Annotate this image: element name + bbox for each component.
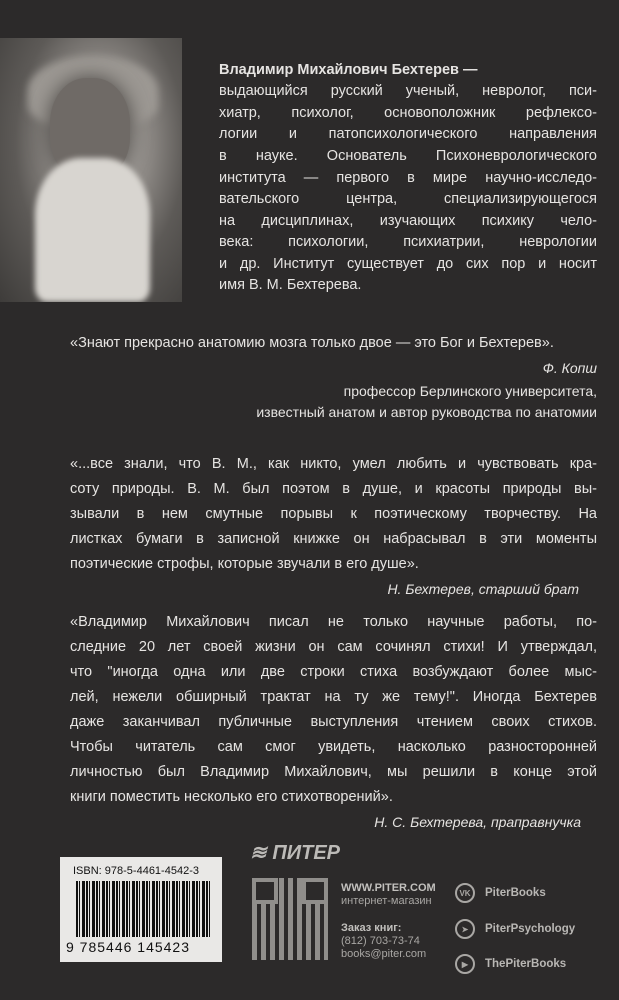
isbn-barcode <box>60 857 222 962</box>
bio-line: хиатр, психолог, основоположник рефлексо- <box>219 105 597 121</box>
quote-line: соту природы. В. М. был поэтом в душе, и красоты природы вы- <box>70 481 597 497</box>
social-label: ThePiterBooks <box>485 958 567 970</box>
bio-line: в науке. Основатель Психоневрологического <box>219 148 597 164</box>
quote-line: даже заканчивал публичные выступления чтением своих стихов. <box>70 714 597 730</box>
bio-line: века: психологии, психиатрии, неврологии <box>219 234 597 250</box>
bio-line: логии и патопсихологического направления <box>219 126 597 142</box>
order-email[interactable]: books@piter.com <box>341 948 427 960</box>
youtube-icon: ▶ <box>455 954 475 974</box>
barcode-number: 9 785446 145423 <box>66 939 190 955</box>
quote-line: что "иногда одна или две строки стиха возбуждают более мыс- <box>70 664 597 680</box>
social-label: PiterPsychology <box>485 923 576 935</box>
quote-line: листках бумаги в записной книжке он набрасывал в эти моменты <box>70 531 597 547</box>
order-info <box>341 922 426 961</box>
telegram-icon: ➤ <box>455 919 475 939</box>
quote-author: Н. Бехтерев, старший брат <box>387 581 579 597</box>
quote-author-desc: профессор Берлинского университета, <box>343 383 597 399</box>
quote-line: лей, нежели обширный трактат на ту же тему!". Иногда Бехтерев <box>70 689 597 705</box>
quote-line: следние 20 лет своей жизни он сам сочинял стихи! И утверждал, <box>70 639 597 655</box>
social-label: PiterBooks <box>485 887 546 899</box>
vk-icon: VK <box>455 883 475 903</box>
quote-line: зывали в нем смутные порывы к поэтическому творчеству. На <box>70 506 597 522</box>
order-label: Заказ книг: <box>341 922 402 934</box>
author-portrait <box>0 38 182 302</box>
social-youtube[interactable] <box>455 954 566 974</box>
publisher-logo <box>250 840 340 865</box>
quote-line: «...все знали, что В. М., как никто, умел любить и чувствовать кра- <box>70 456 597 472</box>
bio-line: выдающийся русский ученый, невролог, пси- <box>219 83 597 99</box>
quote-line: личностью был Владимир Михайлович, мы решили в конце этой <box>70 764 597 780</box>
website-info <box>341 882 436 908</box>
order-phone: (812) 703-73-74 <box>341 935 420 947</box>
website-link[interactable]: WWW.PITER.COM <box>341 882 436 894</box>
website-desc: интернет-магазин <box>341 895 432 907</box>
bio-line: и др. Институт существует до сих пор и носит <box>219 256 597 272</box>
quote-line: «Знают прекрасно анатомию мозга только двое — это Бог и Бехтерев». <box>70 335 554 351</box>
isbn-text: ISBN: 978-5-4461-4542-3 <box>73 865 199 877</box>
author-name: Владимир Михайлович Бехтерев — <box>219 62 478 78</box>
social-vk[interactable] <box>455 883 546 903</box>
qr-code <box>252 878 328 960</box>
barcode-bars <box>76 881 212 937</box>
quote-line: «Владимир Михайлович писал не только научные работы, по- <box>70 614 597 630</box>
bio-line: на дисциплинах, изучающих психику чело- <box>219 213 597 229</box>
social-telegram[interactable] <box>455 919 575 939</box>
quote-line: Чтобы читатель сам смог увидеть, насколько разносторонней <box>70 739 597 755</box>
logo-wing-icon: ≋ <box>250 842 267 864</box>
logo-text: ПИТЕР <box>272 842 340 864</box>
bio-line: института — первого в мире научно-исследо- <box>219 170 597 186</box>
quote-author: Н. С. Бехтерева, праправнучка <box>374 814 581 830</box>
quote-author: Ф. Копш <box>542 360 597 376</box>
quote-line: поэтические строфы, которые звучали в его душе». <box>70 556 419 572</box>
bio-line: вательского центра, специализирующегося <box>219 191 597 207</box>
bio-line: имя В. М. Бехтерева. <box>219 277 362 293</box>
quote-line: книги поместить несколько его стихотворений». <box>70 789 393 805</box>
quote-author-desc: известный анатом и автор руководства по анатомии <box>256 404 597 420</box>
